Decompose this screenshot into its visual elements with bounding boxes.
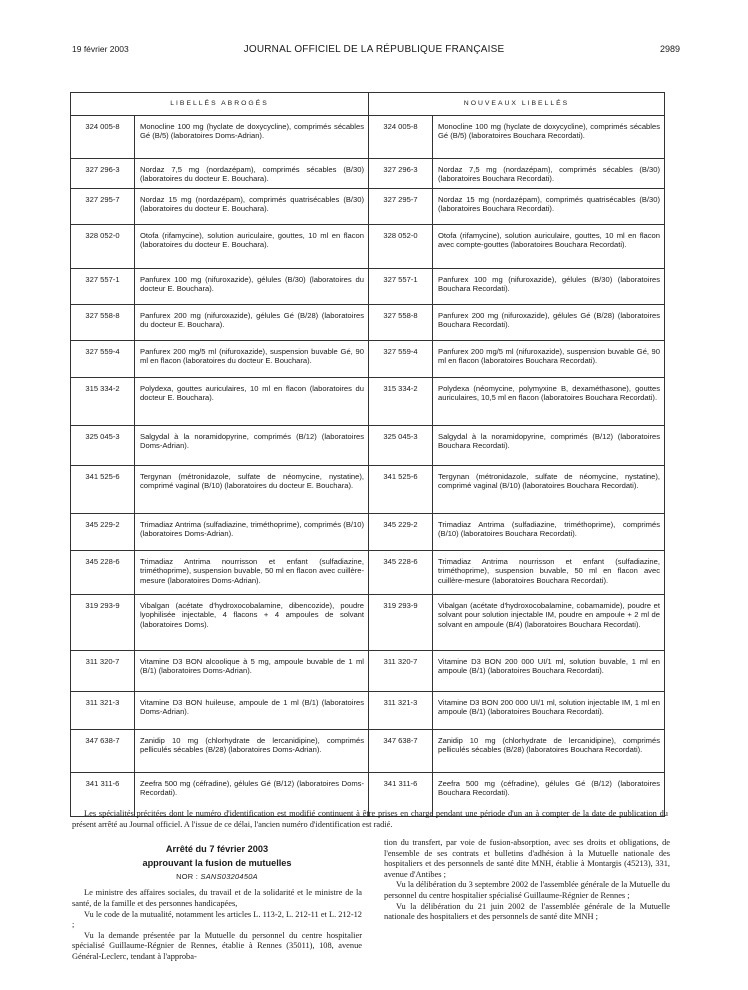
new-code-cell: 345 229-2 — [369, 514, 433, 551]
table-row — [71, 514, 665, 551]
nor-label: NOR : — [176, 871, 199, 881]
new-label-cell: Panfurex 100 mg (nifuroxazide), gélules (B/30) (laboratoires Bouchara Recordati). — [433, 269, 665, 305]
arrete-paragraph: Vu la demande présentée par la Mutuelle du personnel du centre hospitalier spécialisé Guillaume-Régnier de Rennes, établie à Rennes (35011), 108, avenue Général-Leclerc, tendant à l'approba- — [72, 930, 362, 961]
arrete-paragraph: Le ministre des affaires sociales, du travail et de la solidarité et le ministre de la santé, de la famille et des personnes handicapées, — [72, 888, 362, 908]
arrete-title-line1: Arrêté du 7 février 2003 — [165, 844, 269, 854]
old-code-cell: 311 321-3 — [71, 692, 135, 730]
arrete-paragraph: tion du transfert, par voie de fusion-absorption, avec ses droits et obligations, de l'ensemble de ses contrats et bulletins d'adhésion à la Mutuelle nationale des hospitaliers et des personnels de santé dite MNH, établie à Montargis (45213), 331, avenue d'Antibes ; — [384, 838, 670, 879]
header-journal-title: JOURNAL OFFICIEL DE LA RÉPUBLIQUE FRANÇAISE — [243, 44, 505, 55]
new-code-cell: 311 321-3 — [369, 692, 433, 730]
old-label-cell: Panfurex 200 mg/5 ml (nifuroxazide), suspension buvable Gé, 90 ml en flacon (laboratoires du docteur E. Bouchara). — [135, 341, 369, 378]
old-label-cell: Salgydal à la noramidopyrine, comprimés (B/12) (laboratoires Doms-Adrian). — [135, 426, 369, 466]
old-label-cell: Polydexa, gouttes auriculaires, 10 ml en flacon (laboratoires du docteur E. Bouchara). — [135, 378, 369, 426]
table-row — [71, 159, 665, 189]
note-paragraph: Les spécialités précitées dont le numéro d'identification est modifié continuent à être prises en charge pendant une période d'un an à compter de la date de publication du présent arrêté au Journal officiel. A l'issue de ce délai, l'ancien numéro d'identification est radié. — [72, 809, 668, 830]
new-label-cell: Vibalgan (acétate d'hydroxocobalamine, cobamamide), poudre et solvant pour solution injectable IM, poudre en ampoule + 2 ml de solvant en ampoule (B/4) (laboratoires Bouchara Recordati). — [433, 595, 665, 651]
old-label-cell: Trimadiaz Antrima nourrisson et enfant (sulfadiazine, triméthoprime), suspension buvable, 50 ml en flacon avec cuillère-mesure (laboratoires Doms-Adrian). — [135, 551, 369, 595]
new-label-cell: Salgydal à la noramidopyrine, comprimés (B/12) (laboratoires Bouchara Recordati). — [433, 426, 665, 466]
table-row — [71, 466, 665, 514]
new-label-cell: Polydexa (néomycine, polymyxine B, dexaméthasone), gouttes auriculaires, 10,5 ml en flacon (laboratoires Bouchara Recordati). — [433, 378, 665, 426]
new-label-cell: Vitamine D3 BON 200 000 UI/1 ml, solution injectable IM, 1 ml en ampoule (B/1) (laboratoires Bouchara Recordati). — [433, 692, 665, 730]
arrete-right-column — [384, 838, 670, 923]
old-label-cell: Trimadiaz Antrima (sulfadiazine, triméthoprime), comprimés (B/10) (laboratoires Doms-Adrian). — [135, 514, 369, 551]
old-code-cell: 327 558-8 — [71, 305, 135, 341]
old-code-cell: 341 525-6 — [71, 466, 135, 514]
old-label-cell: Otofa (rifamycine), solution auriculaire, gouttes, 10 ml en flacon (laboratoires du docteur E. Bouchara). — [135, 225, 369, 269]
nor-value: SANS0320450A — [200, 871, 258, 881]
table-row — [71, 305, 665, 341]
new-label-cell: Trimadiaz Antrima (sulfadiazine, triméthoprime), comprimés (B/10) (laboratoires Bouchara Recordati). — [433, 514, 665, 551]
new-label-cell: Panfurex 200 mg/5 ml (nifuroxazide), suspension buvable Gé, 90 ml en flacon (laboratoires Bouchara Recordati). — [433, 341, 665, 378]
old-code-cell: 325 045-3 — [71, 426, 135, 466]
table-row — [71, 189, 665, 225]
header-page-number: 2989 — [659, 44, 680, 54]
table-row — [71, 651, 665, 692]
old-code-cell: 328 052-0 — [71, 225, 135, 269]
new-label-cell: Panfurex 200 mg (nifuroxazide), gélules Gé (B/28) (laboratoires Bouchara Recordati). — [433, 305, 665, 341]
new-code-cell: 341 311-6 — [369, 773, 433, 817]
old-code-cell: 327 557-1 — [71, 269, 135, 305]
new-code-cell: 341 525-6 — [369, 466, 433, 514]
table-row — [71, 551, 665, 595]
new-code-cell: 327 557-1 — [369, 269, 433, 305]
old-label-cell: Panfurex 100 mg (nifuroxazide), gélules (B/30) (laboratoires du docteur E. Bouchara). — [135, 269, 369, 305]
new-label-cell: Otofa (rifamycine), solution auriculaire, gouttes, 10 ml en flacon avec compte-gouttes (laboratoires Bouchara Recordati). — [433, 225, 665, 269]
new-code-cell: 324 005-8 — [369, 116, 433, 159]
new-code-cell: 315 334-2 — [369, 378, 433, 426]
new-label-cell: Vitamine D3 BON 200 000 UI/1 ml, solution buvable, 1 ml en ampoule (B/1) (laboratoires Bouchara Recordati). — [433, 651, 665, 692]
old-code-cell: 324 005-8 — [71, 116, 135, 159]
table-row — [71, 595, 665, 651]
column-header-abroges: LIBELLÉS ABROGÉS — [71, 93, 369, 116]
old-code-cell: 327 559-4 — [71, 341, 135, 378]
table-row — [71, 378, 665, 426]
old-code-cell: 311 320-7 — [71, 651, 135, 692]
libelles-table — [70, 92, 665, 817]
old-code-cell: 327 296-3 — [71, 159, 135, 189]
old-label-cell: Nordaz 7,5 mg (nordazépam), comprimés sécables (B/30) (laboratoires du docteur E. Bouchara). — [135, 159, 369, 189]
column-header-nouveaux: NOUVEAUX LIBELLÉS — [369, 93, 665, 116]
old-label-cell: Vitamine D3 BON huileuse, ampoule de 1 ml (B/1) (laboratoires Doms-Adrian). — [135, 692, 369, 730]
old-label-cell: Tergynan (métronidazole, sulfate de néomycine, nystatine), comprimé vaginal (B/10) (laboratoires du docteur E. Bouchara). — [135, 466, 369, 514]
arrete-left-column — [72, 840, 362, 963]
new-label-cell: Zeefra 500 mg (céfradine), gélules Gé (B/12) (laboratoires Bouchara Recordati). — [433, 773, 665, 817]
old-code-cell: 327 295-7 — [71, 189, 135, 225]
old-label-cell: Zanidip 10 mg (chlorhydrate de lercanidipine), comprimés pelliculés sécables (B/28) (laboratoires Doms-Adrian). — [135, 730, 369, 773]
arrete-title-line2: approuvant la fusion de mutuelles — [142, 858, 292, 869]
table-row — [71, 116, 665, 159]
old-label-cell: Panfurex 200 mg (nifuroxazide), gélules Gé (B/28) (laboratoires du docteur E. Bouchara). — [135, 305, 369, 341]
old-code-cell: 315 334-2 — [71, 378, 135, 426]
new-code-cell: 327 295-7 — [369, 189, 433, 225]
new-label-cell: Monocline 100 mg (hyclate de doxycycline), comprimés sécables Gé (B/5) (laboratoires Bouchara Recordati). — [433, 116, 665, 159]
header-date: 19 février 2003 — [72, 44, 129, 54]
old-label-cell: Vitamine D3 BON alcoolique à 5 mg, ampoule buvable de 1 ml (B/1) (laboratoires Doms-Adrian). — [135, 651, 369, 692]
table-row — [71, 692, 665, 730]
new-label-cell: Tergynan (métronidazole, sulfate de néomycine, nystatine), comprimé vaginal (B/10) (laboratoires Bouchara Recordati). — [433, 466, 665, 514]
old-code-cell: 347 638-7 — [71, 730, 135, 773]
new-label-cell: Zanidip 10 mg (chlorhydrate de lercanidipine), comprimés pelliculés sécables (B/28) (laboratoires Bouchara Recordati). — [433, 730, 665, 773]
new-code-cell: 325 045-3 — [369, 426, 433, 466]
arrete-nor — [72, 872, 362, 883]
table-row — [71, 730, 665, 773]
arrete-paragraph: Vu la délibération du 3 septembre 2002 de l'assemblée générale de la Mutuelle du personnel du centre hospitalier spécialisé Guillaume-Régnier de Rennes ; — [384, 880, 670, 900]
new-label-cell: Nordaz 7,5 mg (nordazépam), comprimés sécables (B/30) (laboratoires Bouchara Recordati). — [433, 159, 665, 189]
arrete-paragraph: Vu la délibération du 21 juin 2002 de l'assemblée générale de la Mutuelle nationale des hospitaliers et des personnels de santé dite MNH ; — [384, 901, 670, 922]
old-label-cell: Monocline 100 mg (hyclate de doxycycline), comprimés sécables Gé (B/5) (laboratoires Doms-Adrian). — [135, 116, 369, 159]
old-code-cell: 345 229-2 — [71, 514, 135, 551]
new-code-cell: 327 559-4 — [369, 341, 433, 378]
new-code-cell: 328 052-0 — [369, 225, 433, 269]
old-code-cell: 319 293-9 — [71, 595, 135, 651]
new-code-cell: 345 228-6 — [369, 551, 433, 595]
new-code-cell: 347 638-7 — [369, 730, 433, 773]
new-label-cell: Nordaz 15 mg (nordazépam), comprimés quatrisécables (B/30) (laboratoires Bouchara Recordati). — [433, 189, 665, 225]
old-label-cell: Vibalgan (acétate d'hydroxocobalamine, dibencozide), poudre lyophilisée injectable, 4 flacons + 4 ampoules de solvant (laboratoires Doms). — [135, 595, 369, 651]
arrete-paragraph: Vu le code de la mutualité, notamment les articles L. 113-2, L. 212-11 et L. 212-12 ; — [72, 909, 362, 930]
old-label-cell: Nordaz 15 mg (nordazépam), comprimés quatrisécables (B/30) (laboratoires du docteur E. Bouchara). — [135, 189, 369, 225]
new-code-cell: 319 293-9 — [369, 595, 433, 651]
new-code-cell: 311 320-7 — [369, 651, 433, 692]
table-row — [71, 225, 665, 269]
old-code-cell: 341 311-6 — [71, 773, 135, 817]
table-row — [71, 426, 665, 466]
table-row — [71, 341, 665, 378]
table-row — [71, 269, 665, 305]
old-code-cell: 345 228-6 — [71, 551, 135, 595]
new-label-cell: Trimadiaz Antrima nourrisson et enfant (sulfadiazine, triméthoprime), suspension buvable, 50 ml en flacon avec cuillère-mesure (laboratoires Bouchara Recordati). — [433, 551, 665, 595]
old-label-cell: Zeefra 500 mg (céfradine), gélules Gé (B/12) (laboratoires Doms-Recordati). — [135, 773, 369, 817]
new-code-cell: 327 558-8 — [369, 305, 433, 341]
new-code-cell: 327 296-3 — [369, 159, 433, 189]
table-body — [71, 116, 665, 817]
